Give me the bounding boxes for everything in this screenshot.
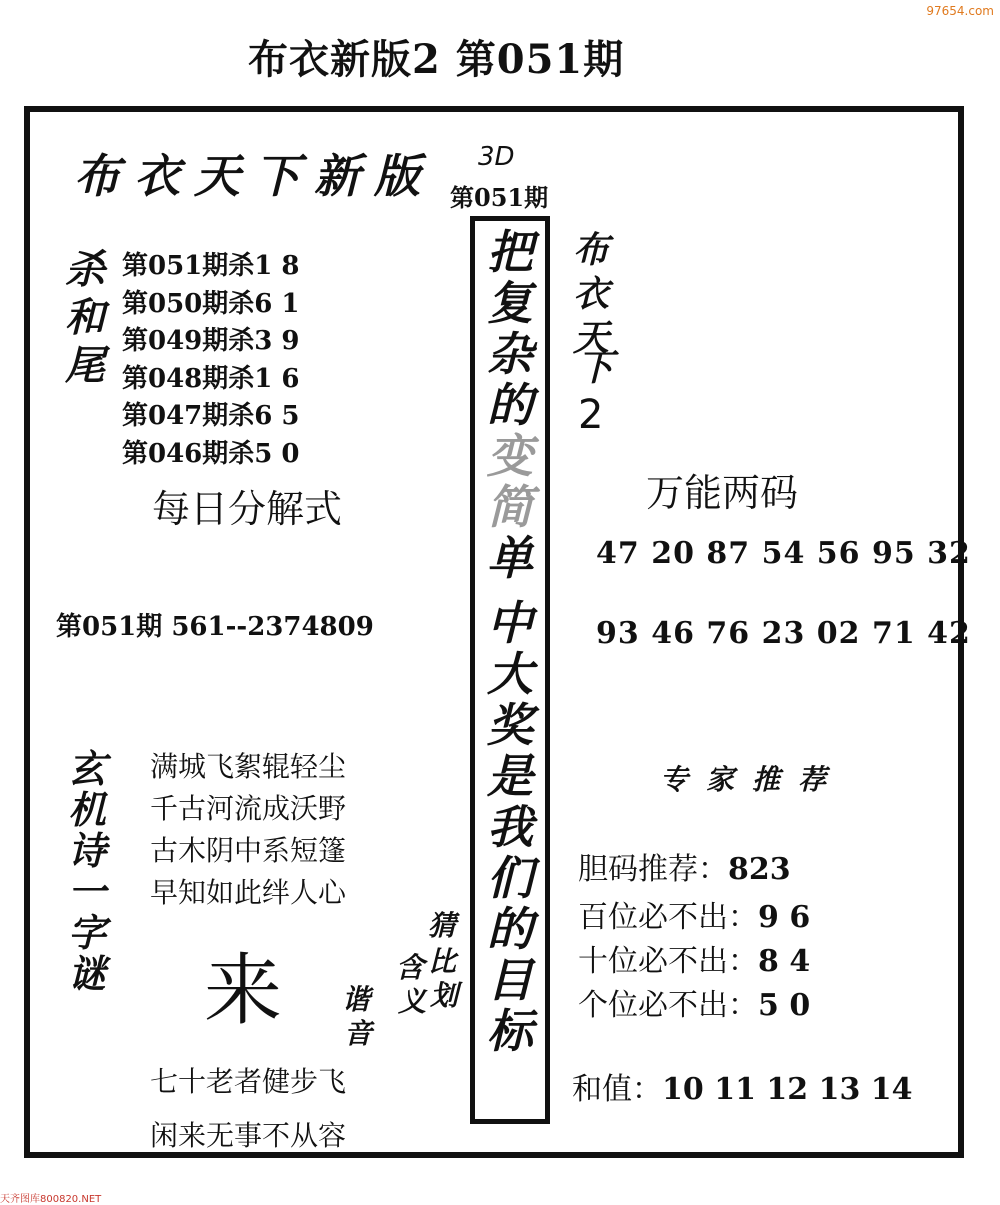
units-exclude [578,980,810,1024]
poem-line: 千古河流成沃野 [150,792,347,825]
footer-line: 七十老者健步飞 [150,1065,347,1098]
universal-two-row: 93 46 76 23 02 71 42 [596,616,971,651]
kill-tail-item: 第050期杀6 1 [122,288,300,319]
dan-value: 823 [728,852,791,887]
sum-values [572,1064,913,1108]
sum-value: 10 11 12 13 14 [662,1072,913,1107]
bottom-watermark: 天齐图库800820.NET [0,1194,102,1205]
poem-line: 早知如此绊人心 [150,876,347,909]
side-brush-char: 布 [572,229,609,271]
footer-line: 闲来无事不从容 [150,1119,347,1152]
units-value: 5 0 [758,988,811,1023]
riddle-label-char: 机 [67,787,106,832]
riddle-poem-label [62,748,112,994]
hundreds-value: 9 6 [758,900,811,935]
riddle-label-char: 谜 [67,951,106,996]
kill-tail-item: 第047期杀6 5 [122,401,300,431]
poem-line: 古木阴中系短篷 [150,834,347,867]
center-slogan-char: 目 [487,953,533,1007]
kill-tail-label-char: 杀 [65,246,105,293]
poem-line: 满城飞絮辊轻尘 [150,750,347,783]
side-brush-number: 2 [578,392,604,438]
daily-formula-value: 561--2374809 [171,612,374,642]
kill-tail-item: 第049期杀3 9 [122,326,300,356]
kill-tail-label-char: 和 [65,294,105,341]
center-slogan [475,227,545,1057]
riddle-label-char: 诗 [67,828,106,873]
hint-homophone: 谐 [342,983,371,1016]
center-slogan-char: 的 [487,378,533,432]
tens-exclude [578,936,810,980]
hint-draw: 划 [430,979,459,1012]
center-slogan-char: 的 [487,902,533,956]
site-badge[interactable]: 97654.com [926,4,994,18]
center-slogan-box [470,216,550,1124]
center-slogan-char: 简 [487,480,533,534]
hint-sound: 音 [344,1017,373,1050]
daily-formula-title: 每日分解式 [152,487,343,531]
center-slogan-char: 奖 [487,698,533,752]
center-slogan-char: 是 [487,749,533,803]
center-slogan-char: 大 [487,647,533,701]
kill-tail-item: 第051期杀1 8 [122,251,300,281]
tens-label: 十位必不出： [578,944,758,979]
hint-contain: 含 [396,951,425,984]
kill-tail-label [60,246,110,390]
hundreds-exclude [578,892,810,936]
kill-tail-label-char: 尾 [65,342,105,389]
kill-tail-list [122,248,300,473]
riddle-label-char: 玄 [67,746,106,791]
expert-title: 专家推荐 [660,763,845,796]
dan-label: 胆码推荐： [578,852,728,887]
center-slogan-char: 把 [487,225,533,279]
kill-tail-item: 第048期杀1 6 [122,363,300,394]
center-slogan-char: 复 [487,276,533,330]
daily-formula-line [56,606,374,643]
riddle-label-char: 字 [67,910,106,955]
center-slogan-char: 们 [487,851,533,905]
tens-value: 8 4 [758,944,811,979]
side-brush-char: 下 [576,347,613,389]
hint-meaning: 义 [398,985,427,1018]
riddle-answer: 来 [204,946,283,1036]
side-brush-char: 天 [572,317,609,359]
dan-recommend [578,844,791,888]
sum-label: 和值： [572,1072,662,1107]
center-slogan-char: 中 [487,596,533,650]
units-label: 个位必不出： [578,988,758,1023]
universal-two-title: 万能两码 [646,471,799,515]
center-slogan-char: 我 [487,800,533,854]
hint-compare: 比 [428,945,457,978]
label-3d: 3D [478,142,515,172]
hint-guess: 猜 [428,909,457,942]
universal-two-row: 47 20 87 54 56 95 32 [596,536,971,571]
issue-mark: 第051期 [450,183,549,212]
hundreds-label: 百位必不出： [578,900,758,935]
center-slogan-char: 杂 [487,327,533,381]
riddle-label-char: 一 [67,869,106,914]
center-slogan-char: 单 [487,531,533,585]
kill-tail-item: 第046期杀5 0 [122,438,300,469]
center-slogan-char: 标 [487,1004,533,1058]
header-brush-title: 布衣天下新版 [74,149,434,203]
side-brush-char: 衣 [572,273,609,315]
riddle-poem [150,746,346,914]
page-title: 布衣新版2 第051期 [248,36,625,83]
daily-formula-issue: 第051期 [56,612,163,642]
center-slogan-char: 变 [487,429,533,483]
